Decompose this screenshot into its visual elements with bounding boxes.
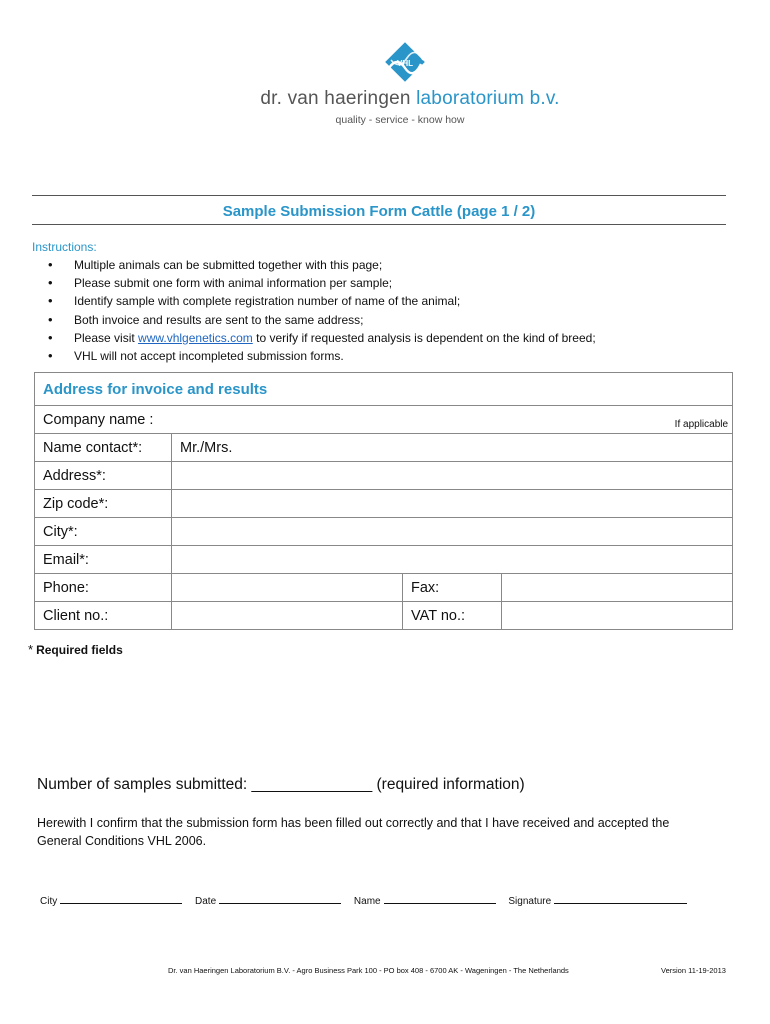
form-title: Sample Submission Form Cattle (page 1 / 2) — [222, 203, 536, 220]
title-rule-top — [32, 195, 726, 196]
phone-field[interactable] — [172, 574, 403, 602]
list-item: • VHL will not accept incompleted submission forms. — [44, 347, 596, 365]
name-sign-field[interactable] — [384, 894, 496, 904]
address-label: Address*: — [35, 462, 172, 490]
phone-label: Phone: — [35, 574, 172, 602]
zip-label: Zip code*: — [35, 490, 172, 518]
samples-submitted-line: Number of samples submitted: ______________ (required information) — [37, 776, 525, 793]
vat-label: VAT no.: — [403, 602, 502, 630]
required-fields-note: * Required fields — [28, 642, 123, 657]
city-sign-field[interactable] — [60, 894, 182, 904]
city-label: City*: — [35, 518, 172, 546]
contact-label: Name contact*: — [35, 434, 172, 462]
signature-field[interactable] — [554, 894, 687, 904]
footer-address: Dr. van Haeringen Laboratorium B.V. - Agro Business Park 100 - PO box 408 - 6700 AK - Wageningen - The Netherlands — [168, 966, 569, 975]
vhl-logo-icon — [381, 38, 429, 86]
signature-row — [40, 894, 697, 907]
fax-label: Fax: — [403, 574, 502, 602]
company-name-field[interactable] — [35, 406, 733, 434]
email-field[interactable] — [172, 546, 733, 574]
email-label: Email*: — [35, 546, 172, 574]
date-sign-field[interactable] — [219, 894, 341, 904]
address-form-table — [34, 372, 733, 630]
zip-field[interactable] — [172, 490, 733, 518]
city-sign-label: City — [40, 896, 58, 907]
signature-label: Signature — [508, 896, 552, 907]
letterhead — [0, 36, 770, 136]
list-item: • Identify sample with complete registration number of name of the animal; — [44, 292, 596, 310]
city-field[interactable] — [172, 518, 733, 546]
list-item: • Multiple animals can be submitted together with this page; — [44, 256, 596, 274]
confirmation-text: Herewith I confirm that the submission form has been filled out correctly and that I have received and accepted the General Conditions VHL 2006. — [37, 816, 670, 848]
company-name: dr. van haeringen laboratorium b.v. — [260, 88, 560, 109]
address-section-title: Address for invoice and results — [35, 373, 733, 406]
list-item: • Both invoice and results are sent to the same address; — [44, 311, 596, 329]
instructions-list — [44, 256, 596, 365]
client-field[interactable] — [172, 602, 403, 630]
address-field[interactable] — [172, 462, 733, 490]
logo-letters: VHL — [397, 59, 413, 68]
list-item: • Please submit one form with animal information per sample; — [44, 274, 596, 292]
fax-field[interactable] — [502, 574, 733, 602]
client-label: Client no.: — [35, 602, 172, 630]
date-sign-label: Date — [195, 896, 217, 907]
contact-field[interactable]: Mr./Mrs. — [172, 434, 733, 462]
version-label: Version 11-19-2013 — [661, 966, 726, 975]
title-rule-bottom — [32, 224, 726, 225]
tagline: quality - service - know how — [335, 114, 465, 126]
instructions-label: Instructions: — [32, 240, 97, 254]
company-name-label: Company name : — [43, 411, 154, 428]
list-item: • Please visit www.vhlgenetics.com to verify if requested analysis is dependent on the kind of breed; — [44, 329, 596, 347]
vhl-website-link[interactable]: www.vhlgenetics.com — [138, 330, 253, 345]
if-applicable-note: If applicable — [674, 419, 729, 430]
vat-field[interactable] — [502, 602, 733, 630]
name-sign-label: Name — [353, 896, 381, 907]
